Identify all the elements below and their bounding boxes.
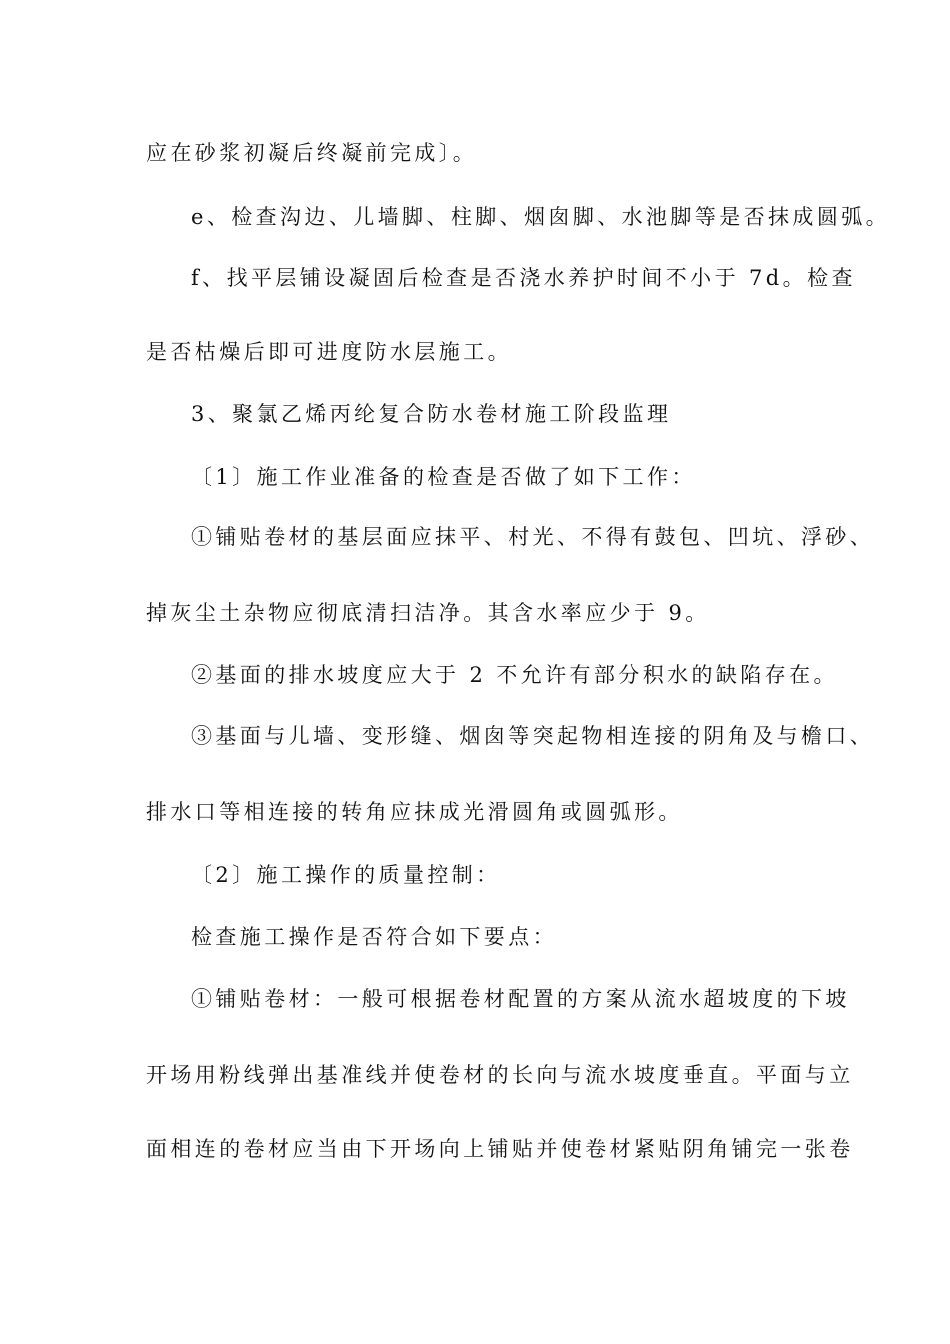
subsection-heading: 〔1〕施工作业准备的检查是否做了如下工作：	[191, 465, 696, 489]
paragraph-line: 掉灰尘土杂物应彻底清扫洁净。其含水率应少于 9。	[146, 601, 710, 625]
paragraph-line: f、找平层铺设凝固后检查是否浇水养护时间不小于 7d。检查	[191, 266, 856, 290]
paragraph-line: 检查施工操作是否符合如下要点：	[191, 925, 557, 949]
list-item: ②基面的排水坡度应大于 2 不允许有部分积水的缺陷存在。	[191, 663, 838, 687]
subsection-heading: 〔2〕施工操作的质量控制：	[191, 863, 501, 887]
paragraph-line: 应在砂浆初凝后终凝前完成〕。	[146, 141, 478, 165]
section-heading: 3、聚氯乙烯丙纶复合防水卷材施工阶段监理	[191, 402, 672, 426]
paragraph-line: 是否枯燥后即可进度防水层施工。	[146, 340, 512, 364]
paragraph-line: 开场用粉线弹出基准线并使卷材的长向与流水坡度垂直。平面与立	[146, 1063, 854, 1087]
list-item: ③基面与儿墙、变形缝、烟囱等突起物相连接的阴角及与檐口、	[191, 724, 875, 748]
paragraph-line: 面相连的卷材应当由下开场向上铺贴并使卷材紧贴阴角铺完一张卷	[146, 1137, 854, 1161]
list-item: ①铺贴卷材：一般可根据卷材配置的方案从流水超坡度的下坡	[191, 987, 850, 1011]
list-item: ①铺贴卷材的基层面应抹平、村光、不得有鼓包、凹坑、浮砂、	[191, 525, 875, 549]
paragraph-line: e、检查沟边、儿墙脚、柱脚、烟囱脚、水池脚等是否抹成圆弧。	[191, 205, 891, 229]
paragraph-line: 排水口等相连接的转角应抹成光滑圆角或圆弧形。	[146, 800, 683, 824]
